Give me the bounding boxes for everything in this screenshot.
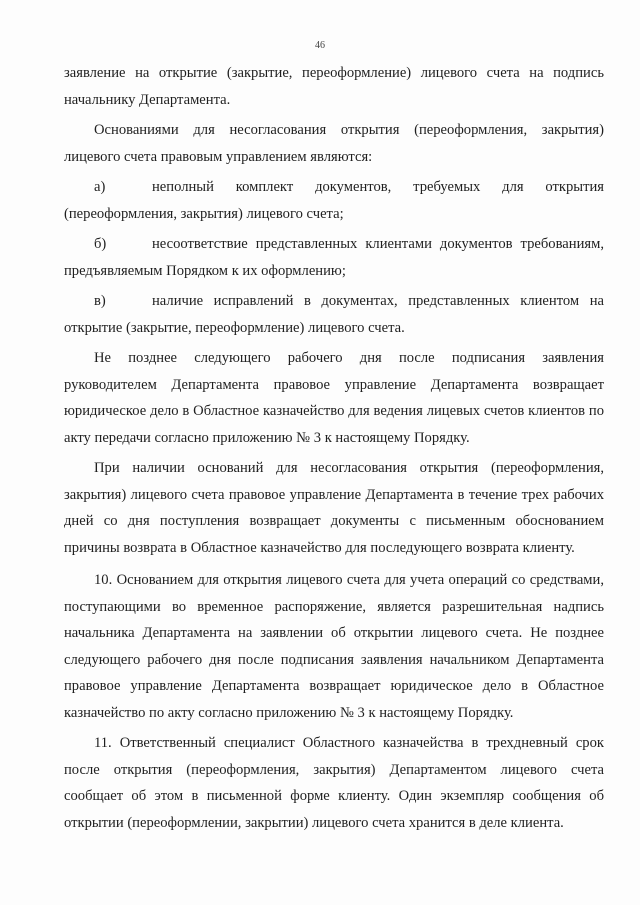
paragraph-section-11: 11. Ответственный специалист Областного казначейства в трехдневный срок после открытия (переоформления, закрытия) Департаментом лицевого счета сообщает об этом в письменной форме клиенту. Один экземпляр сообщения об открытии (переоформлении, закрытии) лицевого счета хранится в деле клиента.: [64, 735, 604, 831]
list-item-b-line1: несоответствие представленных клиентами документов требованиям,: [152, 236, 604, 252]
list-item-a-line2: (переоформления, закрытия) лицевого счета;: [64, 205, 344, 222]
list-item-v-line2: открытие (закрытие, переоформление) лицевого счета.: [64, 319, 405, 336]
paragraph-grounds: Основаниями для несогласования открытия (переоформления, закрытия) лицевого счета правовым управлением являются:: [64, 122, 604, 165]
paragraph-rejection-return: При наличии оснований для несогласования открытия (переоформления, закрытия) лицевого счета правовое управление Департамента в течение трех рабочих дней со дня поступления возвращает документы с письменным обоснованием причины возврата в Областное казначейство для последующего возврата клиенту.: [64, 460, 604, 556]
list-item-b: [64, 231, 604, 258]
list-marker-v: в): [94, 293, 106, 309]
list-item-b-line2: предъявляемым Порядком к их оформлению;: [64, 262, 346, 279]
list-item-v-line1: наличие исправлений в документах, представленных клиентом на: [152, 293, 604, 309]
page-number: 46: [315, 40, 325, 51]
paragraph-section-10: 10. Основанием для открытия лицевого счета для учета операций со средствами, поступающими во временное распоряжение, является разрешительная надпись начальника Департамента на заявлении об открытии лицевого счета. Не позднее следующего рабочего дня после подписания заявления начальником Департамента правовое управление Департамента возвращает юридическое дело в Областное казначейство по акту согласно приложению № 3 к настоящему Порядку.: [64, 572, 604, 721]
document-body: [64, 60, 604, 836]
list-marker-b: б): [94, 236, 107, 252]
list-item-v: [64, 288, 604, 315]
paragraph-return-deadline: Не позднее следующего рабочего дня после подписания заявления руководителем Департамента правовое управление Департамента возвращает юридическое дело в Областное казначейство для ведения лицевых счетов клиентов по акту передачи согласно приложению № 3 к настоящему Порядку.: [64, 350, 604, 446]
list-item-a: [64, 174, 604, 201]
paragraph-application: заявление на открытие (закрытие, переоформление) лицевого счета на подпись начальнику Департамента.: [64, 65, 604, 108]
list-item-a-line1: неполный комплект документов, требуемых для открытия: [152, 179, 604, 195]
list-marker-a: а): [94, 179, 106, 195]
